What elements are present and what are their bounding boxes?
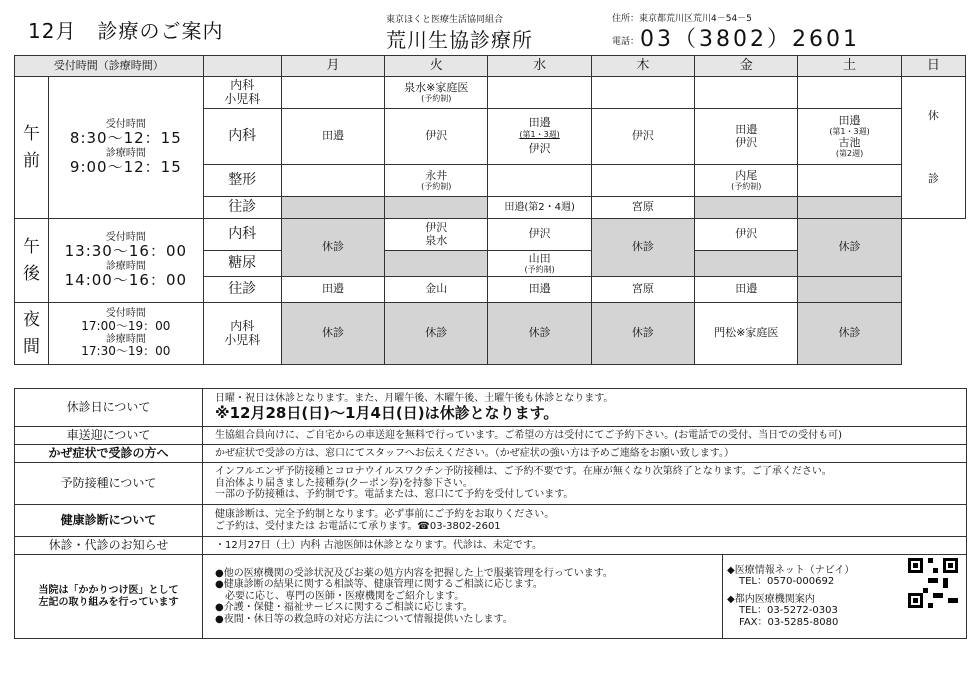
cell [281,165,384,197]
cold-label: かぜ症状で受診の方へ [15,445,203,463]
day-sun: 日 [901,56,965,77]
holiday-label: 休診日について [15,389,203,427]
checkup-label: 健康診断について [15,505,203,537]
cell-closed: 休診 [385,303,488,365]
info-table [14,388,967,639]
cell: 伊沢 [591,109,694,165]
sunday-closed: 休 診 [901,77,965,219]
col-header-dept [203,56,281,77]
clinic-phone: 03（3802）2601 [640,27,860,52]
car-text: 生協組合員向けに、ご自宅からの車送迎を無料で行っています。ご希望の方は受付にてご予約下さい。(お電話での受付、当日での受付も可) [203,427,967,445]
cell [798,77,901,109]
day-thu: 木 [591,56,694,77]
schedule-table [14,55,966,365]
cell: 田邉(第2・4週) [488,197,591,219]
cell [488,77,591,109]
holiday-text: 日曜・祝日は休診となります。また、月曜午後、木曜午後、土曜午後も休診となります。 ※12月28日(日)～1月4日(日)は休診となります。 [203,389,967,427]
dept-orthopedics: 整形 [203,165,281,197]
schedule-header-row [15,56,966,77]
cell-closed: 休診 [798,303,901,365]
vaccination-text: インフルエンザ予防接種とコロナウイルスワクチン予防接種は、ご予約不要です。在庫が無くなり次第終了となります。ご了承ください。 自治体より届きました接種券(クーポン券)を持参下さい。 一部の予防接種は、予約制です。電話または、窓口にて予約を受付しています。 [203,463,967,505]
cell [695,77,798,109]
cell: 田邉 (第1・3週) 古池 (第2週) [798,109,901,165]
org-subtitle: 東京ほくと医療生活協同組合 [386,15,504,25]
holiday-notice: ※12月28日(日)～1月4日(日)は休診となります。 [215,403,559,422]
col-header-hours: 受付時間（診療時間） [15,56,204,77]
cell [281,197,384,219]
info-vaccination [15,463,967,505]
dept-house-call: 往診 [203,277,281,303]
evening-hours: 受付時間 17:00～19：00 診療時間 17:30～19：00 [49,303,203,365]
info-family-doctor [15,555,967,639]
cell [695,197,798,219]
clinic-address: 住所：東京都荒川区荒川4－54－5 [612,14,752,24]
clinic-name: 荒川生協診療所 [386,28,533,52]
substitute-text: ・12月27日（土）内科 古池医師は休診となります。代診は、未定です。 [203,537,967,555]
afternoon-hours: 受付時間 13:30～16：00 診療時間 14:00～16：00 [49,219,203,303]
morning-row-pediatrics [15,77,966,109]
cell [798,277,901,303]
cell: 伊沢 [488,219,591,251]
dept-internal: 内科 [203,219,281,251]
day-sat: 土 [798,56,901,77]
family-doctor-list: ●他の医療機関の受診状況及びお薬の処方内容を把握した上で服薬管理を行っています。 ●健康診断の結果に関する相談等、健康管理に関するご相談に応じます。 必要に応じ、専門の医師・医療機関をご紹介します。 ●介護・保健・福祉サービスに関するご相談に応じます。 ●夜間・休日等の救急時の対応方法について情報提供いたします。 [203,555,723,639]
cell-closed: 休診 [798,219,901,277]
cell: 金山 [385,277,488,303]
day-wed: 水 [488,56,591,77]
afternoon-row-internal [15,219,966,251]
cell: 田邉 [488,277,591,303]
cell-closed: 休診 [591,303,694,365]
info-cold [15,445,967,463]
page-header [0,0,980,54]
cell [385,197,488,219]
cell [695,251,798,277]
evening-label: 夜 間 [15,303,49,365]
vaccination-label: 予防接種について [15,463,203,505]
cell: 泉水※家庭医 (予約制) [385,77,488,109]
cell-closed: 休診 [591,219,694,277]
afternoon-label: 午 後 [15,219,49,303]
cell-closed: 休診 [281,219,384,277]
cell: 門松※家庭医 [695,303,798,365]
qr-code-icon [908,558,958,608]
info-checkup [15,505,967,537]
dept-diabetes: 糖尿 [203,251,281,277]
tel-label: 電話： [612,37,640,47]
cell: 田邉 [281,277,384,303]
cell: 伊沢 [695,219,798,251]
morning-hours: 受付時間 8:30～12：15 診療時間 9:00～12：15 [49,77,203,219]
cell: 宮原 [591,277,694,303]
cell [798,197,901,219]
evening-row [15,303,966,365]
cell: 伊沢 泉水 [385,219,488,251]
cell [488,165,591,197]
cell-closed: 休診 [488,303,591,365]
car-label: 車送迎について [15,427,203,445]
cell: 田邉 [281,109,384,165]
dept-house-call: 往診 [203,197,281,219]
day-mon: 月 [281,56,384,77]
cell [591,77,694,109]
cell: 田邉 [695,277,798,303]
cell: 伊沢 [385,109,488,165]
info-holiday [15,389,967,427]
cold-text: かぜ症状で受診の方は、窓口にてスタッフへお伝えください。（かぜ症状の強い方は予めご連絡をお願い致します。） [203,445,967,463]
info-car [15,427,967,445]
substitute-label: 休診・代診のお知らせ [15,537,203,555]
cell [798,165,901,197]
checkup-text: 健康診断は、完全予約制となります。必ず事前にご予約をお取りください。 ご予約は、受付または お電話にて承ります。☎03-3802-2601 [203,505,967,537]
medical-info-contacts: ◆医療情報ネット（ナビイ） TEL：0570-000692 ◆都内医療機関案内 TEL：03-5272-0303 FAX：03-5285-8080 [723,555,967,639]
cell: 田邉 伊沢 [695,109,798,165]
dept-internal: 内科 [203,109,281,165]
morning-label: 午 前 [15,77,49,219]
dept-internal-pediatrics: 内科 小児科 [203,77,281,109]
cell: 内尾 (予約制) [695,165,798,197]
cell [591,165,694,197]
day-fri: 金 [695,56,798,77]
cell [281,77,384,109]
day-tue: 火 [385,56,488,77]
cell-closed: 休診 [281,303,384,365]
cell: 永井 (予約制) [385,165,488,197]
cell: 田邉 (第1・3週) 伊沢 [488,109,591,165]
page-title: 12月 診療のご案内 [28,19,224,43]
cell: 宮原 [591,197,694,219]
cell [385,251,488,277]
info-substitute [15,537,967,555]
cell: 山田 (予約制) [488,251,591,277]
family-doctor-label: 当院は「かかりつけ医」として 左記の取り組みを行っています [15,555,203,639]
dept-internal-pediatrics: 内科 小児科 [203,303,281,365]
